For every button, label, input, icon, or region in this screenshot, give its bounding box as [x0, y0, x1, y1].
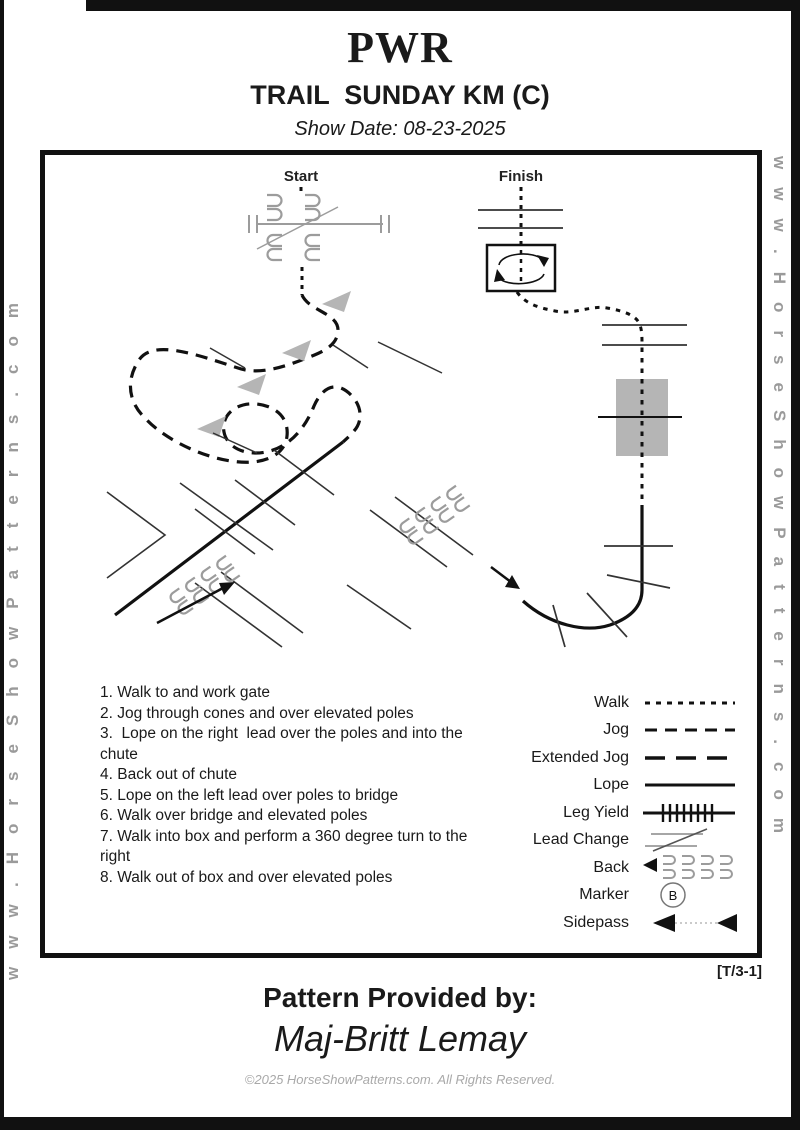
legend-row-jog: Jog [493, 717, 751, 745]
chute-obstacle [107, 483, 473, 647]
show-date: Show Date: 08-23-2025 [294, 118, 506, 140]
cone-icon [237, 374, 266, 395]
legend [493, 689, 751, 937]
org-title: PWR [347, 23, 453, 72]
cone-icons [197, 291, 351, 437]
marker-icon [641, 882, 739, 908]
walk-line-icon [641, 690, 739, 716]
elevated-poles-right [602, 325, 687, 345]
pattern-code: [T/3-1] [717, 963, 762, 980]
provided-by-label: Pattern Provided by: [263, 982, 537, 1013]
cone-icon [322, 291, 351, 312]
jog-line-icon [641, 717, 739, 743]
svg-text:B: B [668, 888, 678, 904]
back-arrow-2-head [505, 575, 520, 589]
gate-back-brackets [267, 195, 320, 260]
legend-row-lope: Lope [493, 772, 751, 800]
instruction-item: 6. Walk over bridge and elevated poles [100, 807, 368, 824]
back-arrow-1-head [219, 582, 235, 595]
lead-change-poles [210, 342, 442, 453]
instruction-item: 8. Walk out of box and over elevated poles [100, 868, 393, 886]
legend-row-extended-jog: Extended Jog [493, 744, 751, 772]
instruction-item: 2. Jog through cones and over elevated poles [100, 704, 414, 722]
legend-row-lead-change: Lead Change [493, 827, 751, 855]
page-border-right [791, 0, 800, 1130]
leg-yield-icon [641, 800, 739, 826]
back-arrow-1 [157, 587, 225, 623]
back-symbol-exit [399, 486, 470, 546]
lope-path-to-bridge [523, 505, 642, 628]
instruction-item: 4. Back out of chute [100, 766, 238, 783]
page-border-bottom [0, 1117, 800, 1130]
gate-obstacle [249, 195, 389, 260]
back-icon [641, 855, 739, 881]
instruction-item: 1. Walk to and work gate [100, 684, 271, 701]
pattern-diagram-box [40, 150, 762, 958]
extended-jog-line-icon [641, 745, 739, 771]
bottom-curve-poles [553, 546, 673, 647]
watermark-left: www.HorseShowPatterns.com [3, 285, 22, 980]
instruction-list [100, 683, 482, 888]
finish-label: Finish [498, 168, 544, 185]
legend-row-sidepass: Sidepass [493, 909, 751, 937]
class-title: TRAIL SUNDAY KM (C) [250, 80, 550, 110]
sidepass-icon [641, 910, 739, 936]
lead-change-icon [641, 827, 739, 853]
jog-path [130, 295, 360, 462]
copyright-notice: ©2025 HorseShowPatterns.com. All Rights Reserved. [244, 1072, 556, 1087]
legend-row-back: Back [493, 854, 751, 882]
cone-icon [197, 416, 226, 437]
legend-row-leg-yield: Leg Yield [493, 799, 751, 827]
cone-icon [282, 340, 311, 361]
legend-row-marker: Marker B [493, 882, 751, 910]
back-arrow-2 [491, 567, 511, 582]
watermark-right: www.HorseShowPatterns.com [770, 156, 789, 851]
page-border-top [86, 0, 800, 11]
instruction-item: 7. Walk into box and perform a 360 degree turn to the right [100, 827, 472, 865]
legend-row-walk: Walk [493, 689, 751, 717]
instruction-item: 5. Lope on the left lead over poles to bridge [100, 786, 399, 804]
pattern-author: Maj-Britt Lemay [273, 1018, 527, 1059]
instruction-item: 3. Lope on the right lead over the poles and into the chute [100, 725, 468, 763]
start-label: Start [283, 168, 319, 185]
pattern-diagram [45, 155, 757, 677]
lope-line-icon [641, 772, 739, 798]
